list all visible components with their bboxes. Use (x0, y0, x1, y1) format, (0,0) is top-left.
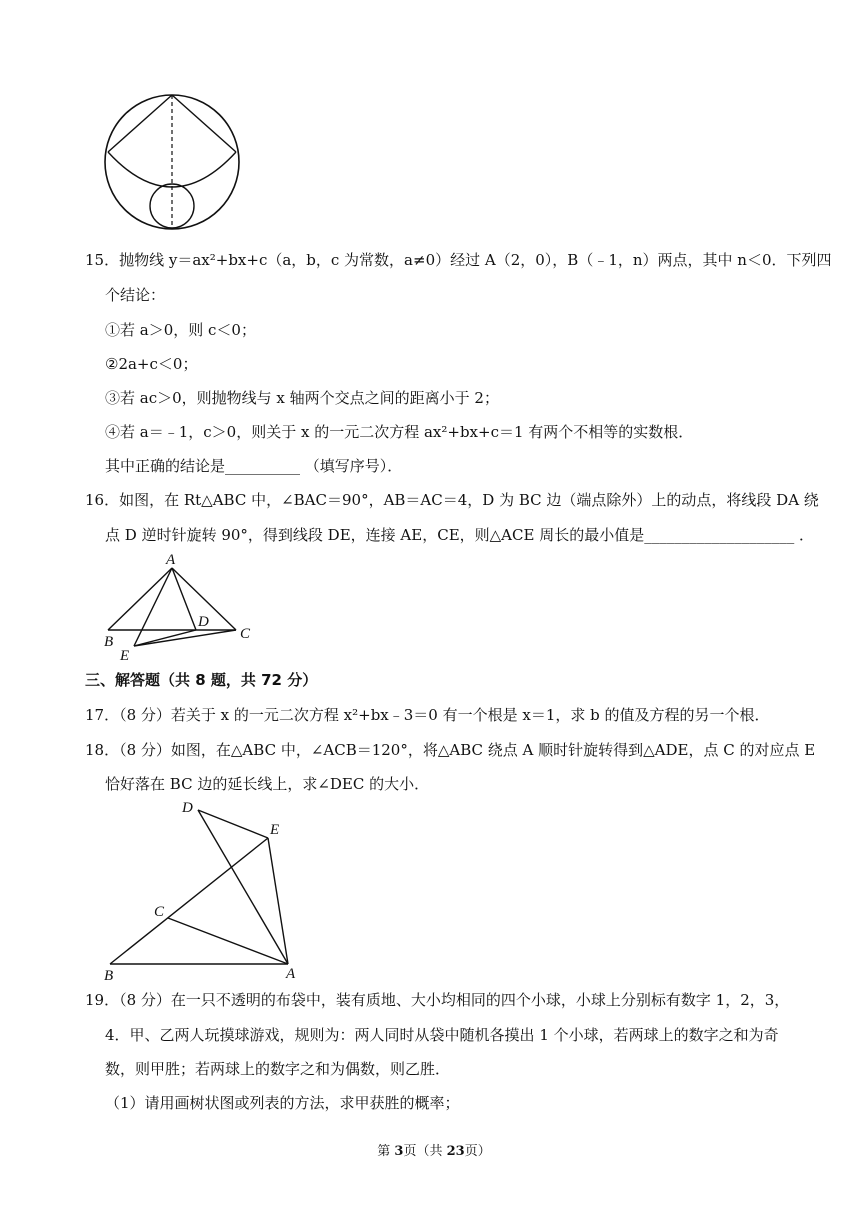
q16-label-a: A (166, 552, 176, 568)
page-number: 3 (394, 1144, 404, 1159)
q16-line1: 16．如图，在 Rt△ABC 中，∠BAC＝90°，AB＝AC＝4，D 为 BC 边（端点除外）上的动点，将线段 DA 绕 (85, 491, 819, 509)
footer-suffix: 页） (464, 1144, 491, 1159)
q18-line2: 恰好落在 BC 边的延长线上，求∠DEC 的大小． (105, 775, 430, 793)
circle-figure (100, 92, 244, 234)
page-footer (0, 1140, 868, 1159)
q15-condition-1: ①若 a＞0，则 c＜0； (105, 321, 256, 339)
q18-label-c: C (154, 904, 165, 920)
footer-middle: 页（共 (403, 1144, 447, 1159)
q18-label-d: D (182, 800, 193, 816)
q15-condition-4: ④若 a＝﹣1，c＞0，则关于 x 的一元二次方程 ax²+bx+c＝1 有两个不相等的实数根． (105, 423, 694, 441)
q16-line2: 点 D 逆时针旋转 90°，得到线段 DE，连接 AE，CE，则△ACE 周长的最小值是____________________ ． (105, 526, 814, 544)
q15-line2: 个结论： (105, 286, 166, 304)
q19-line1: 19．（8 分）在一只不透明的布袋中，装有质地、大小均相同的四个小球，小球上分别标有数字 1，2，3， (85, 991, 790, 1009)
section-title: 三、解答题（共 8 题，共 72 分） (85, 671, 318, 689)
q15-answer-line: 其中正确的结论是__________ （填写序号）． (105, 457, 403, 475)
q16-label-e: E (120, 648, 130, 664)
triangle-abc-figure (100, 548, 260, 664)
q16-label-d: D (198, 614, 209, 630)
q15-condition-3: ③若 ac＞0，则抛物线与 x 轴两个交点之间的距离小于 2； (105, 389, 499, 407)
q18-label-e: E (270, 822, 280, 838)
footer-prefix: 第 (377, 1144, 395, 1159)
q15-line1: 15．抛物线 y＝ax²+bx+c（a，b，c 为常数，a≠0）经过 A（2，0），B（﹣1，n）两点，其中 n＜0．下列四 (85, 251, 832, 269)
q19-line3: 数，则甲胜；若两球上的数字之和为偶数，则乙胜． (105, 1060, 451, 1078)
page-total: 23 (446, 1144, 465, 1159)
q16-label-b: B (104, 634, 114, 650)
q16-label-c: C (240, 626, 251, 642)
q18-line1: 18．（8 分）如图，在△ABC 中，∠ACB＝120°，将△ABC 绕点 A 顺时针旋转得到△ADE，点 C 的对应点 E (85, 741, 816, 759)
q19-part1: （1）请用画树状图或列表的方法，求甲获胜的概率； (105, 1094, 460, 1112)
q19-line2: 4．甲、乙两人玩摸球游戏，规则为：两人同时从袋中随机各摸出 1 个小球，若两球上的数字之和为奇 (105, 1026, 779, 1044)
q18-label-b: B (104, 968, 114, 984)
q18-label-a: A (286, 966, 296, 982)
q17-line1: 17．（8 分）若关于 x 的一元二次方程 x²+bx﹣3＝0 有一个根是 x＝1，求 b 的值及方程的另一个根． (85, 706, 770, 724)
q15-condition-2: ②2a+c＜0； (105, 355, 198, 373)
triangle-ade-figure (100, 796, 310, 986)
